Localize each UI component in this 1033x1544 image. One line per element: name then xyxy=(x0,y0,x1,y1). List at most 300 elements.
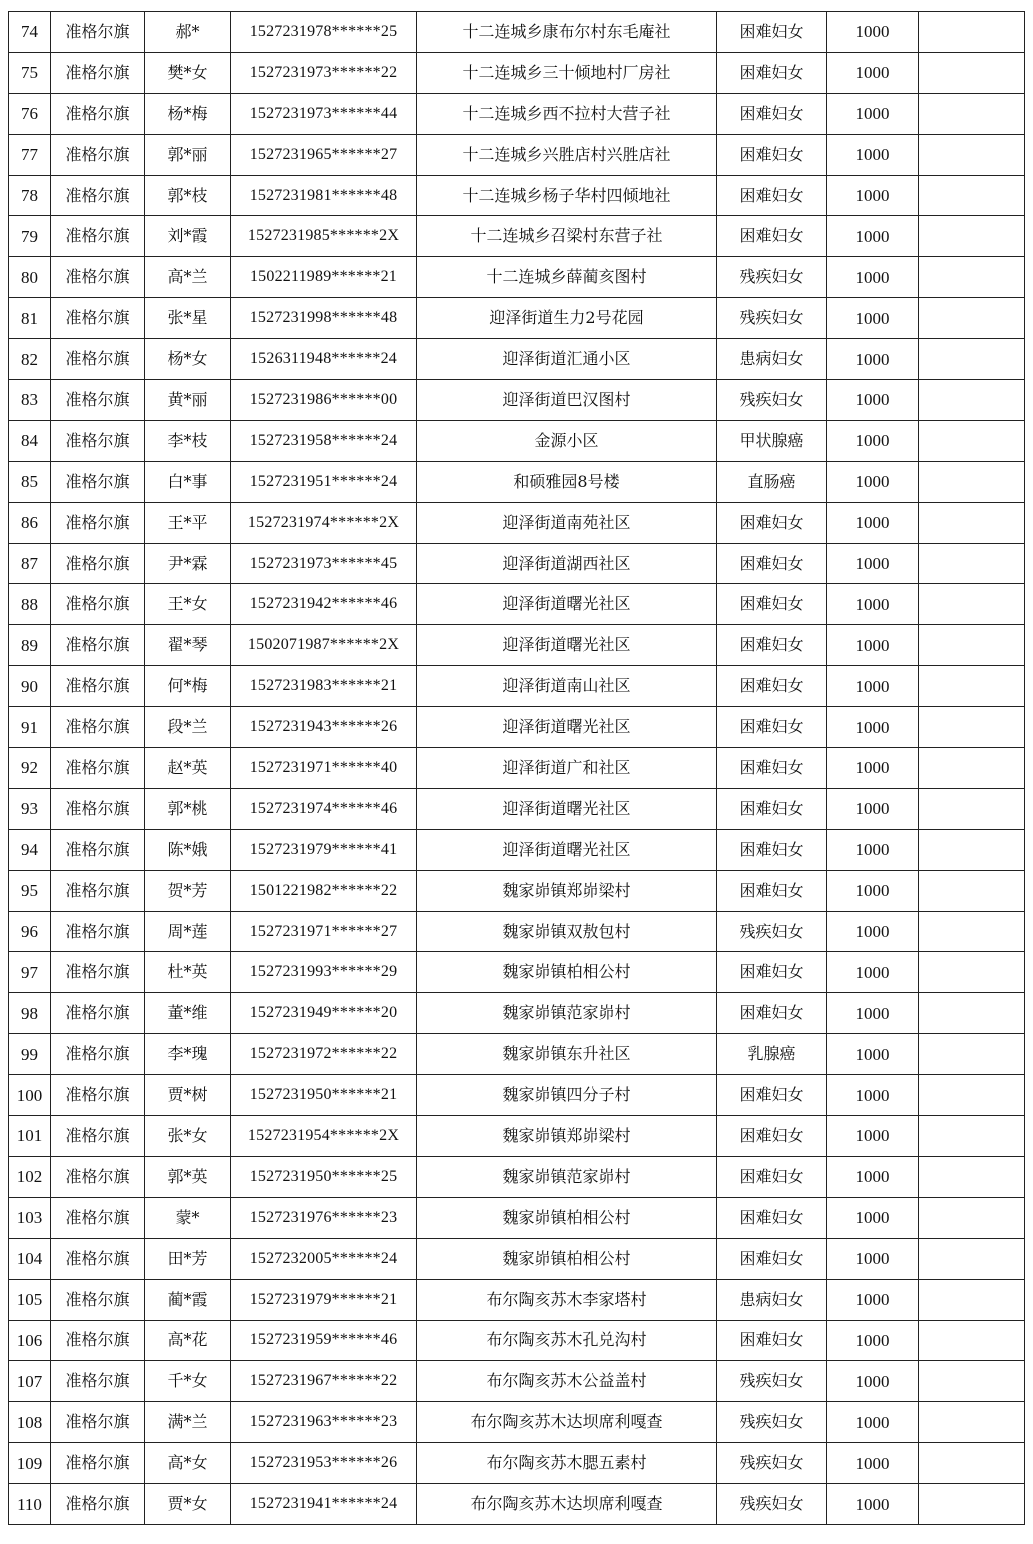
banner-cell: 准格尔旗 xyxy=(51,502,145,543)
address-cell: 迎泽街道广和社区 xyxy=(417,748,717,789)
remark-cell xyxy=(919,257,1025,298)
remark-cell xyxy=(919,993,1025,1034)
name-cell: 王*平 xyxy=(145,502,231,543)
address-cell: 布尔陶亥苏木腮五素村 xyxy=(417,1443,717,1484)
remark-cell xyxy=(919,952,1025,993)
table-row xyxy=(9,1279,1025,1320)
amount-cell: 1000 xyxy=(827,952,919,993)
name-cell: 贾*女 xyxy=(145,1484,231,1525)
name-cell: 董*维 xyxy=(145,993,231,1034)
address-cell: 布尔陶亥苏木孔兑沟村 xyxy=(417,1320,717,1361)
category-cell: 困难妇女 xyxy=(717,1156,827,1197)
category-cell: 残疾妇女 xyxy=(717,1361,827,1402)
address-cell: 迎泽街道曙光社区 xyxy=(417,584,717,625)
row-number-cell: 98 xyxy=(9,993,51,1034)
amount-cell: 1000 xyxy=(827,1034,919,1075)
banner-cell: 准格尔旗 xyxy=(51,420,145,461)
address-cell: 迎泽街道巴汉图村 xyxy=(417,380,717,421)
remark-cell xyxy=(919,1402,1025,1443)
amount-cell: 1000 xyxy=(827,911,919,952)
id-number-cell: 1527231998******48 xyxy=(231,298,417,339)
banner-cell: 准格尔旗 xyxy=(51,1361,145,1402)
banner-cell: 准格尔旗 xyxy=(51,12,145,53)
row-number-cell: 81 xyxy=(9,298,51,339)
remark-cell xyxy=(919,1075,1025,1116)
address-cell: 魏家峁镇柏相公村 xyxy=(417,1197,717,1238)
name-cell: 黄*丽 xyxy=(145,380,231,421)
banner-cell: 准格尔旗 xyxy=(51,1034,145,1075)
name-cell: 尹*霖 xyxy=(145,543,231,584)
table-row xyxy=(9,134,1025,175)
banner-cell: 准格尔旗 xyxy=(51,298,145,339)
address-cell: 迎泽街道曙光社区 xyxy=(417,707,717,748)
id-number-cell: 1527231993******29 xyxy=(231,952,417,993)
table-row xyxy=(9,257,1025,298)
amount-cell: 1000 xyxy=(827,993,919,1034)
row-number-cell: 92 xyxy=(9,748,51,789)
table-row xyxy=(9,625,1025,666)
table-row xyxy=(9,993,1025,1034)
address-cell: 十二连城乡三十倾地村厂房社 xyxy=(417,52,717,93)
category-cell: 残疾妇女 xyxy=(717,911,827,952)
row-number-cell: 84 xyxy=(9,420,51,461)
row-number-cell: 101 xyxy=(9,1116,51,1157)
name-cell: 白*事 xyxy=(145,461,231,502)
row-number-cell: 100 xyxy=(9,1075,51,1116)
id-number-cell: 1527231942******46 xyxy=(231,584,417,625)
name-cell: 张*星 xyxy=(145,298,231,339)
name-cell: 郭*英 xyxy=(145,1156,231,1197)
table-row xyxy=(9,788,1025,829)
category-cell: 困难妇女 xyxy=(717,134,827,175)
id-number-cell: 1527231967******22 xyxy=(231,1361,417,1402)
banner-cell: 准格尔旗 xyxy=(51,748,145,789)
id-number-cell: 1527231978******25 xyxy=(231,12,417,53)
name-cell: 贺*芳 xyxy=(145,870,231,911)
category-cell: 困难妇女 xyxy=(717,584,827,625)
name-cell: 张*女 xyxy=(145,1116,231,1157)
name-cell: 贾*树 xyxy=(145,1075,231,1116)
banner-cell: 准格尔旗 xyxy=(51,1156,145,1197)
row-number-cell: 89 xyxy=(9,625,51,666)
row-number-cell: 82 xyxy=(9,339,51,380)
category-cell: 残疾妇女 xyxy=(717,380,827,421)
remark-cell xyxy=(919,870,1025,911)
remark-cell xyxy=(919,52,1025,93)
id-number-cell: 1527231979******41 xyxy=(231,829,417,870)
category-cell: 困难妇女 xyxy=(717,1238,827,1279)
remark-cell xyxy=(919,1238,1025,1279)
remark-cell xyxy=(919,420,1025,461)
id-number-cell: 1527231951******24 xyxy=(231,461,417,502)
table-row xyxy=(9,175,1025,216)
remark-cell xyxy=(919,134,1025,175)
category-cell: 困难妇女 xyxy=(717,1320,827,1361)
name-cell: 高*兰 xyxy=(145,257,231,298)
id-number-cell: 1527231965******27 xyxy=(231,134,417,175)
row-number-cell: 109 xyxy=(9,1443,51,1484)
row-number-cell: 99 xyxy=(9,1034,51,1075)
amount-cell: 1000 xyxy=(827,748,919,789)
name-cell: 杜*英 xyxy=(145,952,231,993)
banner-cell: 准格尔旗 xyxy=(51,870,145,911)
amount-cell: 1000 xyxy=(827,1484,919,1525)
name-cell: 王*女 xyxy=(145,584,231,625)
row-number-cell: 95 xyxy=(9,870,51,911)
row-number-cell: 110 xyxy=(9,1484,51,1525)
category-cell: 困难妇女 xyxy=(717,707,827,748)
row-number-cell: 93 xyxy=(9,788,51,829)
category-cell: 困难妇女 xyxy=(717,12,827,53)
remark-cell xyxy=(919,461,1025,502)
remark-cell xyxy=(919,1034,1025,1075)
amount-cell: 1000 xyxy=(827,216,919,257)
id-number-cell: 1527231973******45 xyxy=(231,543,417,584)
table-row xyxy=(9,1116,1025,1157)
id-number-cell: 1502071987******2X xyxy=(231,625,417,666)
address-cell: 十二连城乡康布尔村东毛庵社 xyxy=(417,12,717,53)
amount-cell: 1000 xyxy=(827,707,919,748)
amount-cell: 1000 xyxy=(827,298,919,339)
name-cell: 赵*英 xyxy=(145,748,231,789)
category-cell: 困难妇女 xyxy=(717,748,827,789)
table-row xyxy=(9,1320,1025,1361)
remark-cell xyxy=(919,1443,1025,1484)
category-cell: 患病妇女 xyxy=(717,339,827,380)
id-number-cell: 1527231943******26 xyxy=(231,707,417,748)
table-row xyxy=(9,93,1025,134)
table-row xyxy=(9,1238,1025,1279)
category-cell: 困难妇女 xyxy=(717,952,827,993)
name-cell: 郭*丽 xyxy=(145,134,231,175)
amount-cell: 1000 xyxy=(827,584,919,625)
address-cell: 魏家峁镇郑峁梁村 xyxy=(417,870,717,911)
category-cell: 残疾妇女 xyxy=(717,1443,827,1484)
category-cell: 困难妇女 xyxy=(717,52,827,93)
banner-cell: 准格尔旗 xyxy=(51,52,145,93)
category-cell: 残疾妇女 xyxy=(717,298,827,339)
category-cell: 残疾妇女 xyxy=(717,1402,827,1443)
row-number-cell: 75 xyxy=(9,52,51,93)
banner-cell: 准格尔旗 xyxy=(51,1116,145,1157)
banner-cell: 准格尔旗 xyxy=(51,1197,145,1238)
amount-cell: 1000 xyxy=(827,175,919,216)
table-row xyxy=(9,1402,1025,1443)
remark-cell xyxy=(919,911,1025,952)
remark-cell xyxy=(919,1116,1025,1157)
table-row xyxy=(9,870,1025,911)
id-number-cell: 1527231941******24 xyxy=(231,1484,417,1525)
banner-cell: 准格尔旗 xyxy=(51,380,145,421)
address-cell: 金源小区 xyxy=(417,420,717,461)
remark-cell xyxy=(919,216,1025,257)
category-cell: 直肠癌 xyxy=(717,461,827,502)
remark-cell xyxy=(919,380,1025,421)
row-number-cell: 76 xyxy=(9,93,51,134)
table-row xyxy=(9,1034,1025,1075)
address-cell: 魏家峁镇柏相公村 xyxy=(417,1238,717,1279)
amount-cell: 1000 xyxy=(827,1279,919,1320)
table-row xyxy=(9,339,1025,380)
banner-cell: 准格尔旗 xyxy=(51,584,145,625)
banner-cell: 准格尔旗 xyxy=(51,911,145,952)
remark-cell xyxy=(919,584,1025,625)
address-cell: 魏家峁镇双敖包村 xyxy=(417,911,717,952)
category-cell: 困难妇女 xyxy=(717,870,827,911)
id-number-cell: 1527231958******24 xyxy=(231,420,417,461)
table-body xyxy=(9,12,1025,1525)
remark-cell xyxy=(919,298,1025,339)
amount-cell: 1000 xyxy=(827,93,919,134)
amount-cell: 1000 xyxy=(827,788,919,829)
id-number-cell: 1502211989******21 xyxy=(231,257,417,298)
id-number-cell: 1527231954******2X xyxy=(231,1116,417,1157)
banner-cell: 准格尔旗 xyxy=(51,1484,145,1525)
id-number-cell: 1527231983******21 xyxy=(231,666,417,707)
name-cell: 郝* xyxy=(145,12,231,53)
table-row xyxy=(9,1075,1025,1116)
category-cell: 甲状腺癌 xyxy=(717,420,827,461)
table-row xyxy=(9,1197,1025,1238)
id-number-cell: 1527231972******22 xyxy=(231,1034,417,1075)
remark-cell xyxy=(919,707,1025,748)
banner-cell: 准格尔旗 xyxy=(51,666,145,707)
category-cell: 困难妇女 xyxy=(717,625,827,666)
address-cell: 十二连城乡杨子华村四倾地社 xyxy=(417,175,717,216)
row-number-cell: 97 xyxy=(9,952,51,993)
table-row xyxy=(9,52,1025,93)
id-number-cell: 1527231953******26 xyxy=(231,1443,417,1484)
name-cell: 千*女 xyxy=(145,1361,231,1402)
banner-cell: 准格尔旗 xyxy=(51,461,145,502)
address-cell: 迎泽街道湖西社区 xyxy=(417,543,717,584)
table-row xyxy=(9,829,1025,870)
amount-cell: 1000 xyxy=(827,1075,919,1116)
id-number-cell: 1527231973******22 xyxy=(231,52,417,93)
address-cell: 迎泽街道生力2号花园 xyxy=(417,298,717,339)
address-cell: 魏家峁镇东升社区 xyxy=(417,1034,717,1075)
address-cell: 布尔陶亥苏木李家塔村 xyxy=(417,1279,717,1320)
row-number-cell: 91 xyxy=(9,707,51,748)
amount-cell: 1000 xyxy=(827,870,919,911)
amount-cell: 1000 xyxy=(827,1238,919,1279)
banner-cell: 准格尔旗 xyxy=(51,1320,145,1361)
table-row xyxy=(9,216,1025,257)
table-row xyxy=(9,584,1025,625)
row-number-cell: 107 xyxy=(9,1361,51,1402)
name-cell: 蔺*霞 xyxy=(145,1279,231,1320)
remark-cell xyxy=(919,1320,1025,1361)
table-row xyxy=(9,461,1025,502)
id-number-cell: 1527231979******21 xyxy=(231,1279,417,1320)
id-number-cell: 1527231963******23 xyxy=(231,1402,417,1443)
category-cell: 困难妇女 xyxy=(717,1075,827,1116)
banner-cell: 准格尔旗 xyxy=(51,543,145,584)
category-cell: 困难妇女 xyxy=(717,216,827,257)
table-row xyxy=(9,543,1025,584)
table-row xyxy=(9,748,1025,789)
id-number-cell: 1527231949******20 xyxy=(231,993,417,1034)
id-number-cell: 1527231976******23 xyxy=(231,1197,417,1238)
id-number-cell: 1501221982******22 xyxy=(231,870,417,911)
remark-cell xyxy=(919,502,1025,543)
row-number-cell: 96 xyxy=(9,911,51,952)
category-cell: 残疾妇女 xyxy=(717,257,827,298)
banner-cell: 准格尔旗 xyxy=(51,175,145,216)
banner-cell: 准格尔旗 xyxy=(51,829,145,870)
table-row xyxy=(9,12,1025,53)
address-cell: 和硕雅园8号楼 xyxy=(417,461,717,502)
name-cell: 李*枝 xyxy=(145,420,231,461)
banner-cell: 准格尔旗 xyxy=(51,134,145,175)
address-cell: 迎泽街道曙光社区 xyxy=(417,788,717,829)
banner-cell: 准格尔旗 xyxy=(51,625,145,666)
amount-cell: 1000 xyxy=(827,420,919,461)
banner-cell: 准格尔旗 xyxy=(51,1075,145,1116)
row-number-cell: 86 xyxy=(9,502,51,543)
name-cell: 段*兰 xyxy=(145,707,231,748)
address-cell: 迎泽街道汇通小区 xyxy=(417,339,717,380)
name-cell: 杨*梅 xyxy=(145,93,231,134)
address-cell: 迎泽街道南山社区 xyxy=(417,666,717,707)
remark-cell xyxy=(919,829,1025,870)
name-cell: 陈*娥 xyxy=(145,829,231,870)
category-cell: 困难妇女 xyxy=(717,829,827,870)
id-number-cell: 1527231959******46 xyxy=(231,1320,417,1361)
amount-cell: 1000 xyxy=(827,502,919,543)
amount-cell: 1000 xyxy=(827,12,919,53)
id-number-cell: 1527231973******44 xyxy=(231,93,417,134)
id-number-cell: 1527231981******48 xyxy=(231,175,417,216)
address-cell: 十二连城乡西不拉村大营子社 xyxy=(417,93,717,134)
amount-cell: 1000 xyxy=(827,134,919,175)
category-cell: 患病妇女 xyxy=(717,1279,827,1320)
category-cell: 困难妇女 xyxy=(717,502,827,543)
amount-cell: 1000 xyxy=(827,380,919,421)
row-number-cell: 87 xyxy=(9,543,51,584)
banner-cell: 准格尔旗 xyxy=(51,216,145,257)
amount-cell: 1000 xyxy=(827,461,919,502)
amount-cell: 1000 xyxy=(827,1197,919,1238)
amount-cell: 1000 xyxy=(827,339,919,380)
table-row xyxy=(9,298,1025,339)
banner-cell: 准格尔旗 xyxy=(51,339,145,380)
remark-cell xyxy=(919,625,1025,666)
address-cell: 布尔陶亥苏木达坝席利嘎查 xyxy=(417,1484,717,1525)
category-cell: 残疾妇女 xyxy=(717,1484,827,1525)
amount-cell: 1000 xyxy=(827,1116,919,1157)
table-row xyxy=(9,1361,1025,1402)
id-number-cell: 1526311948******24 xyxy=(231,339,417,380)
row-number-cell: 94 xyxy=(9,829,51,870)
remark-cell xyxy=(919,543,1025,584)
remark-cell xyxy=(919,1156,1025,1197)
table-row xyxy=(9,952,1025,993)
id-number-cell: 1527231971******40 xyxy=(231,748,417,789)
row-number-cell: 78 xyxy=(9,175,51,216)
row-number-cell: 90 xyxy=(9,666,51,707)
category-cell: 困难妇女 xyxy=(717,175,827,216)
row-number-cell: 108 xyxy=(9,1402,51,1443)
remark-cell xyxy=(919,666,1025,707)
address-cell: 布尔陶亥苏木达坝席利嘎查 xyxy=(417,1402,717,1443)
banner-cell: 准格尔旗 xyxy=(51,993,145,1034)
remark-cell xyxy=(919,12,1025,53)
amount-cell: 1000 xyxy=(827,52,919,93)
amount-cell: 1000 xyxy=(827,829,919,870)
remark-cell xyxy=(919,339,1025,380)
row-number-cell: 74 xyxy=(9,12,51,53)
row-number-cell: 83 xyxy=(9,380,51,421)
remark-cell xyxy=(919,93,1025,134)
banner-cell: 准格尔旗 xyxy=(51,257,145,298)
table-row xyxy=(9,380,1025,421)
address-cell: 迎泽街道南苑社区 xyxy=(417,502,717,543)
remark-cell xyxy=(919,788,1025,829)
name-cell: 满*兰 xyxy=(145,1402,231,1443)
row-number-cell: 88 xyxy=(9,584,51,625)
address-cell: 布尔陶亥苏木公益盖村 xyxy=(417,1361,717,1402)
table-row xyxy=(9,666,1025,707)
id-number-cell: 1527232005******24 xyxy=(231,1238,417,1279)
name-cell: 何*梅 xyxy=(145,666,231,707)
banner-cell: 准格尔旗 xyxy=(51,1402,145,1443)
row-number-cell: 105 xyxy=(9,1279,51,1320)
beneficiary-table xyxy=(8,11,1025,1525)
address-cell: 迎泽街道曙光社区 xyxy=(417,829,717,870)
amount-cell: 1000 xyxy=(827,543,919,584)
id-number-cell: 1527231974******2X xyxy=(231,502,417,543)
name-cell: 高*花 xyxy=(145,1320,231,1361)
row-number-cell: 102 xyxy=(9,1156,51,1197)
id-number-cell: 1527231971******27 xyxy=(231,911,417,952)
row-number-cell: 79 xyxy=(9,216,51,257)
remark-cell xyxy=(919,1484,1025,1525)
name-cell: 郭*桃 xyxy=(145,788,231,829)
address-cell: 魏家峁镇范家峁村 xyxy=(417,993,717,1034)
row-number-cell: 77 xyxy=(9,134,51,175)
table-row xyxy=(9,1443,1025,1484)
amount-cell: 1000 xyxy=(827,1320,919,1361)
amount-cell: 1000 xyxy=(827,1156,919,1197)
remark-cell xyxy=(919,1197,1025,1238)
name-cell: 杨*女 xyxy=(145,339,231,380)
table-row xyxy=(9,502,1025,543)
id-number-cell: 1527231986******00 xyxy=(231,380,417,421)
name-cell: 李*瑰 xyxy=(145,1034,231,1075)
id-number-cell: 1527231950******21 xyxy=(231,1075,417,1116)
category-cell: 困难妇女 xyxy=(717,1197,827,1238)
amount-cell: 1000 xyxy=(827,1443,919,1484)
category-cell: 困难妇女 xyxy=(717,788,827,829)
remark-cell xyxy=(919,748,1025,789)
name-cell: 周*莲 xyxy=(145,911,231,952)
category-cell: 困难妇女 xyxy=(717,993,827,1034)
category-cell: 困难妇女 xyxy=(717,543,827,584)
name-cell: 郭*枝 xyxy=(145,175,231,216)
id-number-cell: 1527231950******25 xyxy=(231,1156,417,1197)
banner-cell: 准格尔旗 xyxy=(51,93,145,134)
banner-cell: 准格尔旗 xyxy=(51,707,145,748)
id-number-cell: 1527231985******2X xyxy=(231,216,417,257)
name-cell: 田*芳 xyxy=(145,1238,231,1279)
row-number-cell: 104 xyxy=(9,1238,51,1279)
banner-cell: 准格尔旗 xyxy=(51,1279,145,1320)
name-cell: 刘*霞 xyxy=(145,216,231,257)
table-row xyxy=(9,1484,1025,1525)
address-cell: 迎泽街道曙光社区 xyxy=(417,625,717,666)
id-number-cell: 1527231974******46 xyxy=(231,788,417,829)
